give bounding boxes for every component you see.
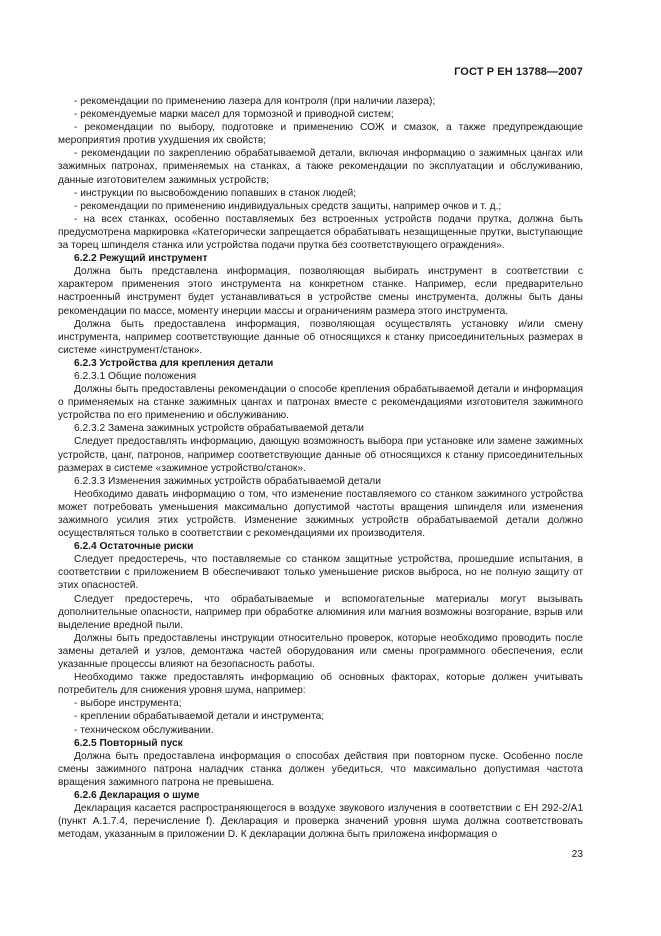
section-heading: 6.2.6 Декларация о шуме [74,789,200,801]
subsection-heading: 6.2.3.3 Изменения зажимных устройств обрабатываемой детали [74,475,381,487]
list-item: - на всех станках, особенно поставляемых без встроенных устройств подачи прутка, должна быть предусмотрена маркировка «Категорически запрещается обрабатывать незащищенные прутки, выступающие за торец шпинделя станка или устройства подачи прутка без соответствующего ограждения». [58,213,583,252]
paragraph: Следует предоставлять информацию, дающую возможность выбора при установке или замене зажимных устройств, цанг, патронов, например соответствующие данные об относящихся к станку присоединительных размерах в системе «зажимное устройство/станок». [58,436,583,474]
paragraph: Должна быть представлена информация, позволяющая выбирать инструмент в соответствии с характером применения этого инструмента на конкретном станке. Например, если предварительно настроенный инструмент будет устанавливаться в устройстве смены инструмента, должны быть даны рекомендации по массе, моменту инерции массы и ограничениям размера этого инструмента. [58,266,583,317]
document-body [58,95,583,841]
list-item: - инструкции по высвобождению попавших в станок людей; [74,187,357,199]
paragraph: Должны быть предоставлены инструкции относительно проверок, которые необходимо проводить после замены деталей и узлов, демонтажа частей оборудования или смены программного обеспечения, если указанные процессы влияют на безопасность работы. [58,632,583,671]
paragraph: Должны быть предоставлены рекомендации о способе крепления обрабатываемой детали и информация о применяемых на станке зажимных цангах и патронах вместе с рекомендациями изготовителя зажимного устройства по его применению и обслуживанию. [58,384,583,422]
section-heading: 6.2.3 Устройства для крепления детали [74,357,274,369]
paragraph: Следует предостеречь, что поставляемые со станком защитные устройства, прошедшие испытания, в соответствии с приложением В обеспечивают только уменьшение рисков выброса, но не полную защиту от этих опасностей. [58,554,583,592]
list-item: - рекомендации по применению индивидуальных средств защиты, например очков и т. д.; [74,200,502,212]
section-heading: 6.2.5 Повторный пуск [74,737,183,749]
paragraph: Должна быть предоставлена информация, позволяющая осуществлять установку и/или смену инструмента, например соответствующие данные об относящихся к станку присоединительных размерах в системе «инструмент/станок». [58,318,583,356]
list-item: - рекомендации по закреплению обрабатываемой детали, включая информацию о зажимных цангах или зажимных патронах, применяемых на станках, а также рекомендации по эксплуатации и обслуживанию, данные изготовителем зажимных устройств; [58,148,583,186]
list-item: - креплении обрабатываемой детали и инструмента; [74,711,325,723]
list-item: - рекомендации по выбору, подготовке и применению СОЖ и смазок, а также предупреждающие мероприятия против ухудшения их свойств; [58,122,583,147]
list-item: - техническом обслуживании. [74,724,214,736]
paragraph: Необходимо также предоставлять информацию об основных факторах, которые должен учитывать потребитель для снижения уровня шума, например: [58,672,583,697]
list-item: - выборе инструмента; [74,698,182,710]
paragraph: Должна быть предоставлена информация о способах действия при повторном пуске. Особенно после смены зажимного патрона наладчик станка должен убедиться, что максимально допустимая частота вращения зажимного патрона не превышена. [58,750,583,788]
subsection-heading: 6.2.3.1 Общие положения [74,370,197,382]
subsection-heading: 6.2.3.2 Замена зажимных устройств обрабатываемой детали [74,423,364,435]
section-heading: 6.2.2 Режущий инструмент [74,253,208,265]
list-item: - рекомендации по применению лазера для контроля (при наличии лазера); [74,96,436,107]
paragraph: Следует предостеречь, что обрабатываемые и вспомогательные материалы могут вызывать дополнительные опасности, например при обработке алюминия или магния возможны возгорание, взрыв или выделение вредной пыли. [58,593,583,631]
list-item: - рекомендуемые марки масел для тормозной и приводной систем; [74,109,394,121]
paragraph: Декларация касается распространяющегося в воздухе звукового излучения в соответствии с ЕН 292-2/А1 (пункт А.1.7.4, перечисление f). Декларация и проверка значений уровня шума должна соответствовать методам, указанным в приложении D. К декларации должна быть приложена информация о [58,803,583,841]
section-heading: 6.2.4 Остаточные риски [74,541,194,553]
page-number: 23 [571,849,583,860]
document-header: ГОСТ Р ЕН 13788—2007 [454,66,583,78]
paragraph: Необходимо давать информацию о том, что изменение поставляемого со станком зажимного устройства может потребовать уменьшения максимально допустимой частоты вращения шпинделя или изменения зажимного усилия этих устройств. Изменение зажимных устройств обрабатываемой детали должно осуществляться только в соответствии с рекомендациями их производителя. [58,488,583,540]
